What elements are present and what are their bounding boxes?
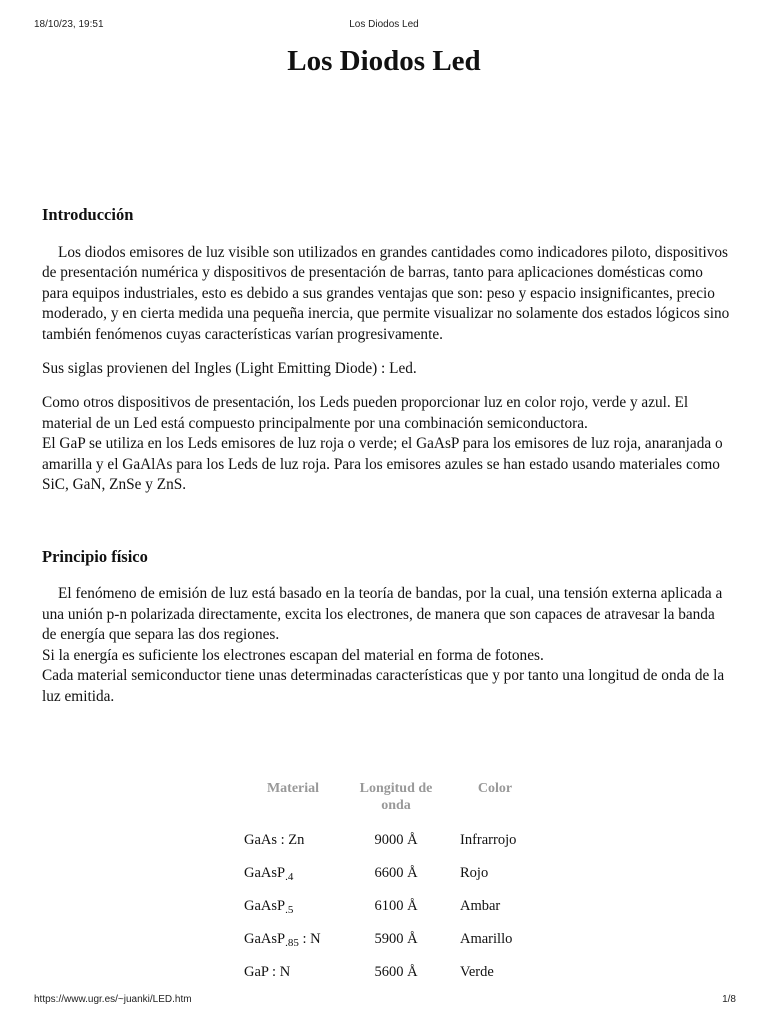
material-cell: GaP : N: [244, 964, 291, 980]
color-cell: Rojo: [460, 865, 489, 881]
material-cell: GaAsP$_{.85}$ : N: [244, 931, 321, 949]
table-row: [238, 923, 546, 956]
wavelength-cell: 5900 Å: [374, 931, 418, 947]
header-material: Material: [266, 781, 320, 796]
material-cell: GaAs : Zn: [244, 832, 305, 848]
principle-line-1: El fenómeno de emisión de luz está basado en la teoría de bandas, por la cual, una tensión externa aplicada a una unión p-n polarizada directamente, excita los electrones, de manera que son capaces de atravesar la banda de energía que separa las dos regiones.: [42, 585, 723, 644]
principle-line-3: Cada material semiconductor tiene unas determinadas características que y por tanto una longitud de onda de la luz emitida.: [42, 667, 725, 705]
intro-paragraph-1: [42, 243, 732, 345]
color-cell: Ambar: [460, 898, 501, 914]
material-cell: GaAsP$_{.5}$: [244, 898, 294, 916]
section-heading-introduccion: Introducción: [42, 205, 134, 224]
wavelength-cell: 6100 Å: [374, 898, 418, 914]
intro-paragraph-1-text: Los diodos emisores de luz visible son utilizados en grandes cantidades como indicadores piloto, dispositivos de presentación numérica y dispositivos de presentación de barras, tanto para aplicaciones domésticas como para equipos industriales, esto es debido a sus grandes ventajas que son: peso y espacio insignificantes, precio moderado, y en cierta medida una pequeña inercia, que permite visualizar no solamente dos estados lógicos sino también fenómenos cuyas características varían progresivamente.: [42, 244, 730, 343]
intro-paragraph-3-line-2: El GaP se utiliza en los Leds emisores de luz roja o verde; el GaAsP para los emisores de luz roja, anaranjada o amarilla y el GaAlAs para los Leds de luz roja. Para los emisores azules se han estado usando materiales como SiC, GaN, ZnSe y ZnS.: [42, 435, 723, 494]
table-row: [238, 890, 546, 923]
material-cell: GaAsP$_{.4}$: [244, 865, 294, 883]
header-longitud: [348, 776, 444, 824]
table-header-row: [238, 776, 546, 824]
header-color: Color: [477, 781, 513, 796]
section-heading-principio-fisico: Principio físico: [42, 547, 148, 567]
page-number: 1/8: [722, 994, 736, 1005]
color-cell: Infrarrojo: [460, 832, 517, 848]
table-row: [238, 824, 546, 857]
intro-paragraph-3-line-1: Como otros dispositivos de presentación, los Leds pueden proporcionar luz en color rojo, verde y azul. El material de un Led está compuesto principalmente por una combinación semiconductora.: [42, 394, 689, 432]
print-header: [0, 19, 768, 33]
materials-table: [238, 776, 546, 989]
document-title: Los Diodos Led: [287, 45, 481, 77]
color-cell: Amarillo: [460, 931, 513, 947]
page-url: https://www.ugr.es/~juanki/LED.htm: [34, 994, 192, 1005]
header-longitud-text: Longitud de onda: [359, 781, 433, 813]
color-cell: Verde: [460, 964, 494, 980]
print-footer: [0, 994, 768, 1008]
document-body: [42, 200, 732, 707]
intro-paragraph-3: [42, 393, 732, 495]
wavelength-cell: 6600 Å: [374, 865, 418, 881]
wavelength-cell: 9000 Å: [374, 832, 418, 848]
table-row: [238, 956, 546, 989]
print-page-title: Los Diodos Led: [349, 19, 419, 30]
principle-paragraph: [42, 584, 732, 706]
intro-paragraph-2: Sus siglas provienen del Ingles (Light Emitting Diode) : Led.: [42, 360, 417, 378]
table-row: [238, 857, 546, 890]
print-date: 18/10/23, 19:51: [34, 19, 104, 30]
principle-line-2: Si la energía es suficiente los electrones escapan del material en forma de fotones.: [42, 646, 544, 664]
wavelength-cell: 5600 Å: [374, 964, 418, 980]
